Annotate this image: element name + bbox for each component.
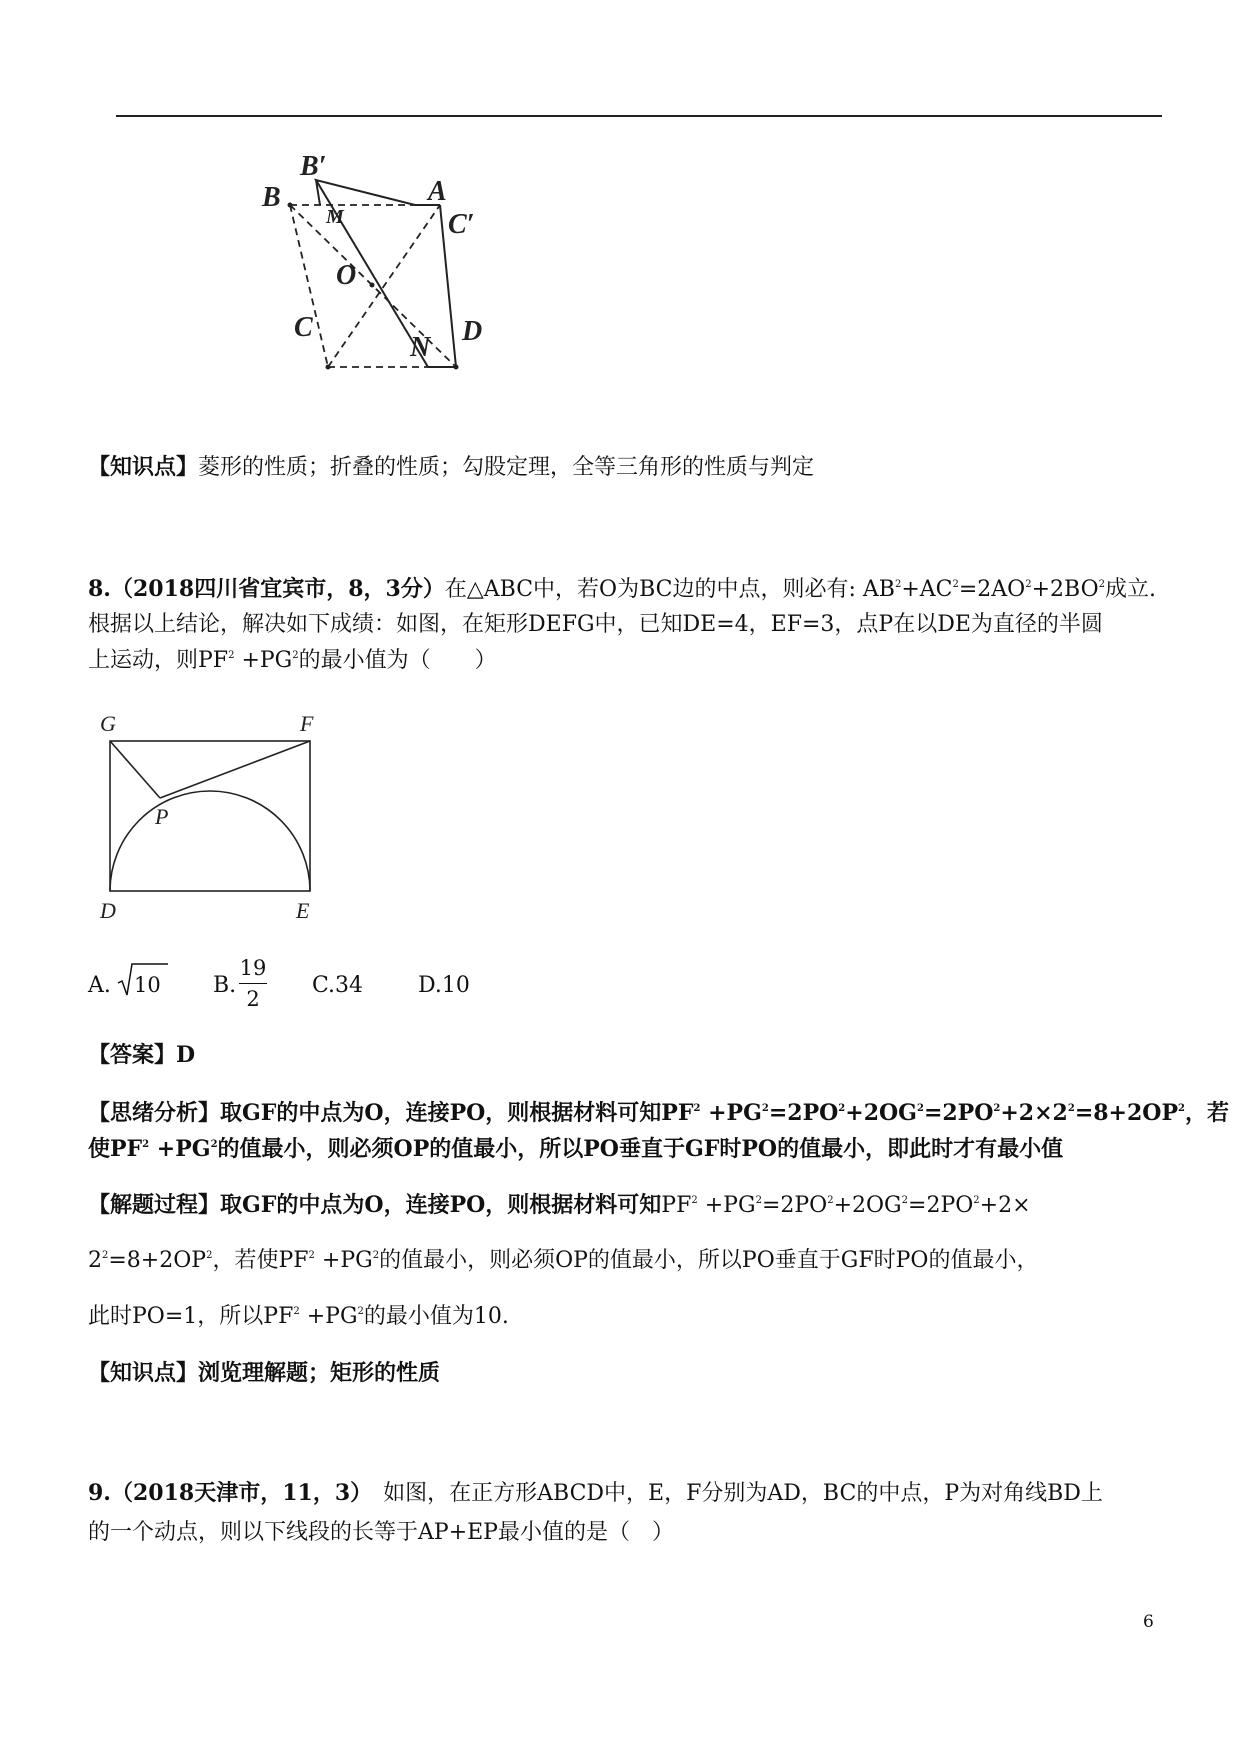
label-c: C xyxy=(294,312,313,343)
label-p: P xyxy=(155,804,169,829)
choice-c: C.34 xyxy=(312,973,364,998)
question-8-line-3: 上运动，则$PF^2 +PG^2$的最小值为（ ） xyxy=(88,648,497,673)
solution-line-3: 此时PO=1，所以$PF^2 +PG^2$的最小值为10. xyxy=(88,1304,509,1329)
analysis-line-1: 【思绪分析】取GF的中点为O，连接PO，则根据材料可知$PF^2 +PG^2=2PO^2+2OG^2=2PO^2+2\times 2^2=8+2OP^2$，若 xyxy=(88,1100,1229,1126)
fold-figure xyxy=(262,151,570,410)
label-n: N xyxy=(410,332,431,363)
answer-line: 【答案】D xyxy=(88,1042,196,1068)
choice-d: D.10 xyxy=(418,973,470,998)
label-m: M xyxy=(326,206,344,228)
analysis-line-2: 使$PF^2 +PG^2$的值最小，则必须OP的值最小，所以PO垂直于GF时PO的值最小，即此时才有最小值 xyxy=(88,1136,1064,1162)
knowledge-point-7: 【知识点】菱形的性质；折叠的性质；勾股定理，全等三角形的性质与判定 xyxy=(88,454,815,480)
header-rule xyxy=(116,115,1162,117)
answer-choices xyxy=(88,955,688,1015)
solution-line-2: $2^2=8+2OP^2$，若使$PF^2 +PG^2$的值最小，则必须OP的值最小，所以PO垂直于GF时PO的值最小， xyxy=(88,1248,1039,1273)
label-g: G xyxy=(100,711,116,736)
label-a: A xyxy=(428,176,447,207)
choice-b-numerator: 19 xyxy=(239,956,267,980)
question-8-line-2: 根据以上结论，解决如下成绩：如图，在矩形DEFG中，已知DE=4，EF=3，点P在以DE为直径的半圆 xyxy=(88,612,1103,637)
fraction-bar xyxy=(239,983,267,984)
page-number: 6 xyxy=(1143,1612,1154,1632)
choice-a-label: A. xyxy=(88,973,111,998)
question-8-line-1: 8.（2018四川省宜宾市，8，3分）在△ABC中，若O为BC边的中点，则必有: $AB^2+AC^2=2AO^2+2BO^2$成立. xyxy=(88,576,1157,602)
question-9-line-2: 的一个动点，则以下线段的长等于AP+EP最小值的是（ ） xyxy=(88,1520,674,1545)
question-9-line-1: 9.（2018天津市，11，3） 如图，在正方形ABCD中，E，F分别为AD，BC的中点，P为对角线BD上 xyxy=(88,1480,1103,1506)
solution-line-1: 【解题过程】取GF的中点为O，连接PO，则根据材料可知$PF^2 +PG^2=2PO^2+2OG^2=2PO^2+2\times$ xyxy=(88,1192,1031,1218)
label-e: E xyxy=(296,898,310,923)
choice-b-fraction xyxy=(238,955,268,1012)
rectangle-figure xyxy=(90,708,350,928)
choice-b-denominator: 2 xyxy=(246,987,260,1011)
choice-b-label: B. xyxy=(213,973,237,998)
label-c-prime: C′ xyxy=(448,209,475,240)
label-d: D xyxy=(100,898,116,923)
choice-a-radicand: 10 xyxy=(134,973,161,997)
label-b-prime: B′ xyxy=(300,151,327,182)
label-b: B xyxy=(262,182,281,213)
label-o: O xyxy=(336,260,357,291)
label-f: F xyxy=(300,711,314,736)
label-d: D xyxy=(462,316,483,347)
knowledge-point-8: 【知识点】浏览理解题；矩形的性质 xyxy=(88,1360,441,1386)
